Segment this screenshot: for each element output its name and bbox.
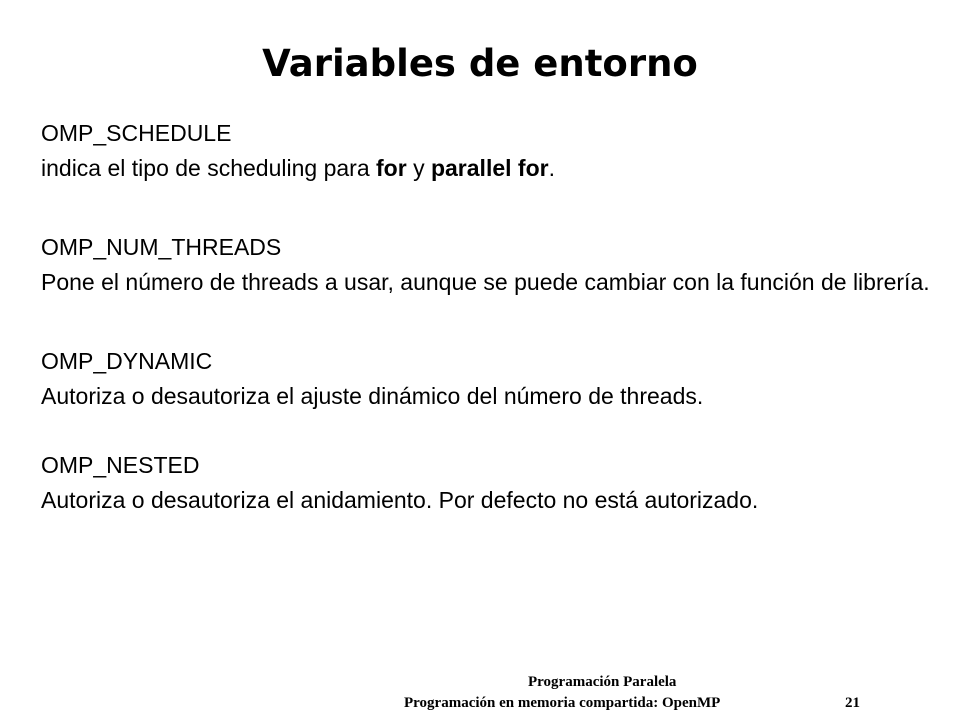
description-text: y <box>406 155 431 181</box>
description-text: . <box>548 155 555 181</box>
variable-name-omp-num-threads: OMP_NUM_THREADS <box>41 234 282 260</box>
variable-name-omp-schedule: OMP_SCHEDULE <box>41 120 232 146</box>
description-text: indica el tipo de scheduling para <box>41 155 377 181</box>
variable-description-omp-schedule <box>41 151 941 186</box>
variable-name-omp-dynamic: OMP_DYNAMIC <box>41 348 213 374</box>
footer-course-title: Programación Paralela <box>528 674 677 690</box>
variable-description-omp-num-threads: Pone el número de threads a usar, aunque se puede cambiar con la función de librería. <box>41 269 930 295</box>
keyword-for: for <box>376 155 407 181</box>
variable-name-omp-nested: OMP_NESTED <box>41 452 200 478</box>
footer-topic: Programación en memoria compartida: OpenMP <box>404 695 721 711</box>
page-number: 21 <box>845 695 860 711</box>
variable-description-omp-nested: Autoriza o desautoriza el anidamiento. Por defecto no está autorizado. <box>41 487 759 513</box>
slide-body <box>41 116 941 518</box>
slide-title: Variables de entorno <box>262 42 698 85</box>
variable-description-omp-dynamic: Autoriza o desautoriza el ajuste dinámico del número de threads. <box>41 383 704 409</box>
keyword-parallel-for: parallel for <box>430 155 549 181</box>
